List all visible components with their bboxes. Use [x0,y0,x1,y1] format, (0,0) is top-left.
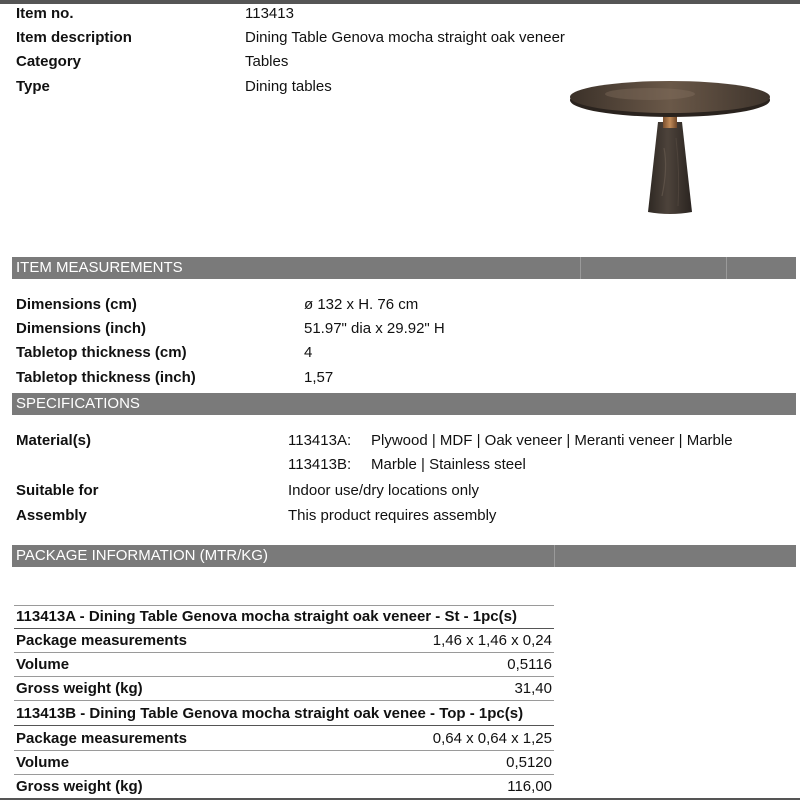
package-row-label: Package measurements [16,730,187,747]
suitable-for-label: Suitable for [16,482,99,499]
measure-label: Tabletop thickness (inch) [16,369,196,386]
type-value: Dining tables [245,78,332,95]
assembly-value: This product requires assembly [288,507,497,524]
package-title: 113413A - Dining Table Genova mocha straight oak veneer - St - 1pc(s) [16,608,517,625]
item-no-value: 113413 [245,5,294,22]
package-row-label: Package measurements [16,632,187,649]
material-value: Plywood | MDF | Oak veneer | Meranti veneer | Marble [371,432,733,449]
item-no-label: Item no. [16,5,74,22]
dining-table-photo [570,78,786,218]
materials-label: Material(s) [16,432,92,449]
section-title-specifications: SPECIFICATIONS [16,395,140,412]
measure-label: Dimensions (cm) [16,296,137,313]
section-divider [726,257,727,279]
package-row-value: 0,5116 [507,656,552,673]
package-row-label: Volume [16,656,70,673]
item-description-label: Item description [16,29,132,46]
package-title-row [14,702,554,726]
package-title-row [14,605,554,629]
section-divider [580,257,581,279]
material-code: 113413B: [288,456,352,473]
material-value: Marble | Stainless steel [371,456,526,473]
material-code: 113413A: [288,432,352,449]
measure-label: Tabletop thickness (cm) [16,344,187,361]
table-base [648,122,692,214]
section-specifications [12,393,796,415]
section-item-measurements [12,257,796,279]
package-row-label: Gross weight (kg) [16,778,143,795]
category-label: Category [16,53,82,70]
measure-value: 1,57 [304,369,334,386]
package-row-value: 1,46 x 1,46 x 0,24 [432,632,552,649]
measure-value: 51.97" dia x 29.92" H [304,320,445,337]
measure-value: ø 132 x H. 76 cm [304,296,419,313]
item-description-value: Dining Table Genova mocha straight oak veneer [245,29,565,46]
top-border [0,0,800,4]
assembly-label: Assembly [16,507,87,524]
package-title: 113413B - Dining Table Genova mocha straight oak venee - Top - 1pc(s) [16,705,524,722]
suitable-for-value: Indoor use/dry locations only [288,482,479,499]
package-row-label: Gross weight (kg) [16,680,143,697]
section-divider [554,545,555,567]
package-row-value: 31,40 [514,680,552,697]
package-row-value: 116,00 [507,778,552,795]
package-row [14,751,554,775]
package-row [14,629,554,653]
package-row [14,653,554,677]
package-row-value: 0,64 x 0,64 x 1,25 [432,730,552,747]
table-top [570,81,770,117]
package-row [14,677,554,701]
section-title-measurements: ITEM MEASUREMENTS [16,259,183,276]
category-value: Tables [245,53,289,70]
package-row [14,775,554,799]
measure-label: Dimensions (inch) [16,320,147,337]
measure-value: 4 [304,344,313,361]
section-package-information [12,545,796,567]
package-row [14,727,554,751]
type-label: Type [16,78,50,95]
package-row-value: 0,5120 [506,754,552,771]
section-title-package: PACKAGE INFORMATION (MTR/KG) [16,547,268,564]
package-row-label: Volume [16,754,70,771]
